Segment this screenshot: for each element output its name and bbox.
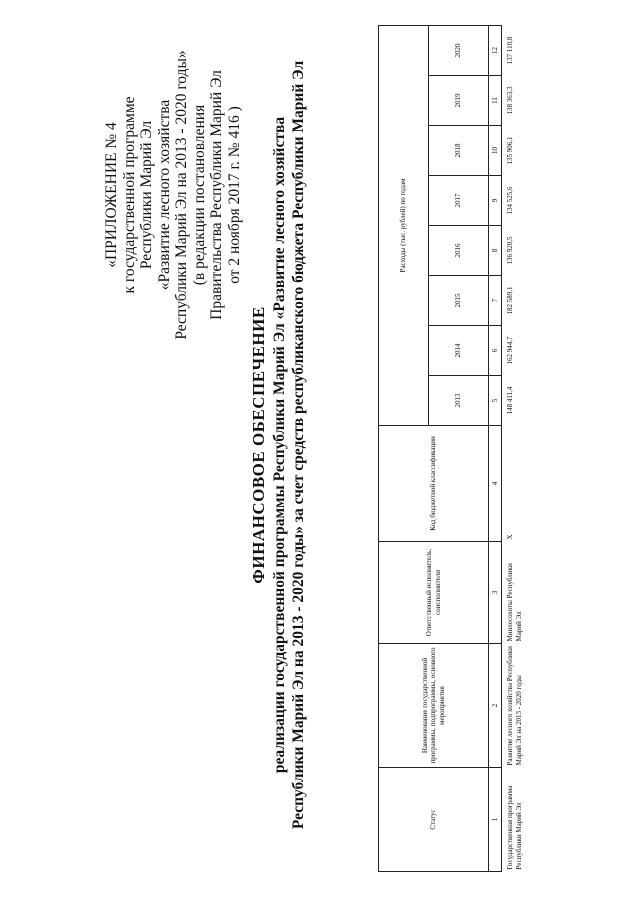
row-value: 148 411,4 bbox=[506, 386, 514, 415]
column-number: 11 bbox=[489, 76, 502, 126]
column-number: 9 bbox=[489, 176, 502, 226]
appendix-line: «ПРИЛОЖЕНИЕ № 4 bbox=[103, 122, 120, 268]
column-number: 5 bbox=[489, 376, 502, 426]
column-number: 7 bbox=[489, 276, 502, 326]
header-expenses: Расходы (тыс. рублей) по годам bbox=[379, 25, 429, 425]
appendix-line: Республики Марий Эл на 2013 - 2020 годы» bbox=[173, 50, 190, 340]
column-number: 6 bbox=[489, 326, 502, 376]
financing-table bbox=[378, 25, 524, 872]
row-name: Развитие лесного хозяйства Республики Марий Эл на 2013 - 2020 годы bbox=[506, 646, 523, 766]
document-subtitle-line-2: Республики Марий Эл на 2013 - 2020 годы» за счет средств республиканского бюджета Республики Марий Эл bbox=[290, 60, 307, 830]
appendix-block bbox=[103, 15, 243, 375]
appendix-line: Республики Марий Эл bbox=[138, 120, 155, 270]
appendix-line: (в редакции постановления bbox=[190, 104, 208, 286]
appendix-line: «Развитие лесного хозяйства bbox=[155, 99, 173, 291]
table-row bbox=[502, 25, 525, 871]
header-year: 2019 bbox=[429, 76, 489, 126]
row-responsible: Минлесохоты Республики Марий Эл bbox=[506, 563, 523, 642]
column-number: 12 bbox=[489, 25, 502, 75]
header-year: 2016 bbox=[429, 226, 489, 276]
document-title: ФИНАНСОВОЕ ОБЕСПЕЧЕНИЕ bbox=[249, 306, 268, 584]
appendix-line: Правительства Республики Марий Эл bbox=[208, 70, 225, 320]
row-value: 135 906,1 bbox=[506, 136, 514, 165]
document-heading bbox=[248, 35, 308, 855]
column-number: 1 bbox=[489, 768, 502, 872]
row-code: Х bbox=[506, 534, 514, 540]
row-value: 182 589,1 bbox=[506, 286, 514, 315]
row-value: 162 944,7 bbox=[506, 336, 514, 365]
header-row-1 bbox=[379, 25, 429, 871]
column-number: 10 bbox=[489, 126, 502, 176]
header-status: Статус bbox=[379, 768, 489, 872]
column-number: 4 bbox=[489, 426, 502, 542]
header-year: 2017 bbox=[429, 176, 489, 226]
header-code: Код бюджетной классификации bbox=[379, 426, 489, 542]
appendix-line: к государственной программе bbox=[120, 96, 138, 294]
column-number: 3 bbox=[489, 542, 502, 644]
header-responsible: Ответственный исполнитель, соисполнители bbox=[379, 542, 489, 644]
column-number-row bbox=[489, 25, 502, 871]
header-year: 2013 bbox=[429, 376, 489, 426]
column-number: 2 bbox=[489, 644, 502, 768]
row-status: Государственная программа Республики Марий Эл bbox=[506, 785, 523, 870]
header-year: 2018 bbox=[429, 126, 489, 176]
appendix-line: от 2 ноября 2017 г. № 416 ) bbox=[225, 106, 243, 284]
row-value: 134 525,6 bbox=[506, 186, 514, 215]
column-number: 8 bbox=[489, 226, 502, 276]
header-name: Наименование государственной программы, подпрограммы, основного мероприятия bbox=[379, 644, 489, 768]
header-year: 2014 bbox=[429, 326, 489, 376]
header-year: 2015 bbox=[429, 276, 489, 326]
document-subtitle-line-1: реализации государственной программы Республики Марий Эл «Развитие лесного хозяйства bbox=[271, 116, 288, 774]
row-value: 138 363,3 bbox=[506, 86, 514, 115]
row-value: 137 110,8 bbox=[506, 36, 514, 65]
header-year: 2020 bbox=[429, 25, 489, 75]
row-value: 136 920,5 bbox=[506, 236, 514, 265]
